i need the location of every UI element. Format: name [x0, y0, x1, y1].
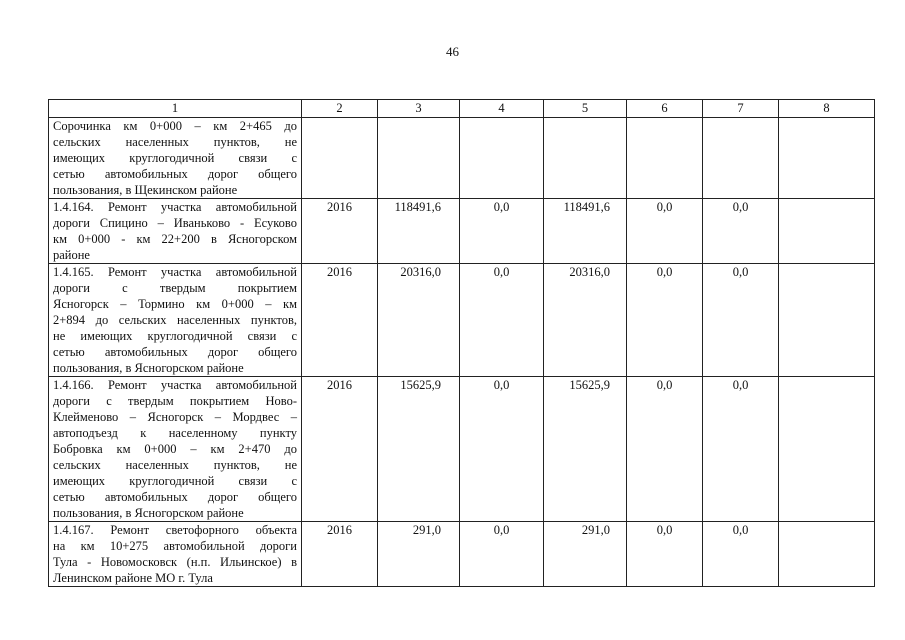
cell-col-6: [627, 118, 703, 199]
header-cell-7: 7: [703, 100, 779, 118]
table-row: [49, 118, 875, 199]
cell-col-3: 118491,6: [378, 199, 460, 264]
description-line: Ленинском районе МО г. Тула: [53, 571, 213, 585]
cell-col-4: 0,0: [460, 522, 544, 587]
cell-col-7: 0,0: [703, 199, 779, 264]
description-line: Ясногорск – Тормино км 0+000 – км: [53, 297, 297, 311]
cell-col-8: [779, 377, 875, 522]
cell-col-5: 20316,0: [544, 264, 627, 377]
description-line: сельских населенных пунктов, не: [53, 135, 297, 149]
cell-col-6: 0,0: [627, 264, 703, 377]
table-row: [49, 377, 875, 522]
table-row: [49, 264, 875, 377]
description-line: дороги с твердым покрытием Ново-: [53, 394, 297, 408]
table-row: [49, 522, 875, 587]
description-line: имеющих круглогодичной связи с: [53, 151, 297, 165]
cell-col-4: 0,0: [460, 199, 544, 264]
row-description: [49, 199, 302, 264]
description-line: 1.4.164. Ремонт участка автомобильной: [53, 200, 297, 214]
header-row: [49, 100, 875, 118]
cell-col-7: 0,0: [703, 522, 779, 587]
description-line: на км 10+275 автомобильной дороги: [53, 539, 297, 553]
header-cell-3: 3: [378, 100, 460, 118]
description-line: сетью автомобильных дорог общего: [53, 345, 297, 359]
description-line: 1.4.166. Ремонт участка автомобильной: [53, 378, 297, 392]
description-line: имеющих круглогодичной связи с: [53, 474, 297, 488]
description-line: пользования, в Щекинском районе: [53, 183, 238, 197]
row-description: [49, 377, 302, 522]
cell-col-3: [378, 118, 460, 199]
cell-col-5: [544, 118, 627, 199]
cell-col-2: 2016: [302, 377, 378, 522]
description-line: сетью автомобильных дорог общего: [53, 490, 297, 504]
cell-col-7: 0,0: [703, 264, 779, 377]
cell-col-7: 0,0: [703, 377, 779, 522]
cell-col-2: 2016: [302, 199, 378, 264]
header-cell-5: 5: [544, 100, 627, 118]
cell-col-6: 0,0: [627, 377, 703, 522]
description-line: Клейменово – Ясногорск – Мордвес –: [53, 410, 297, 424]
description-line: 1.4.165. Ремонт участка автомобильной: [53, 265, 297, 279]
description-line: км 0+000 - км 22+200 в Ясногорском: [53, 232, 297, 246]
description-line: дороги Спицино – Иваньково - Есуково: [53, 216, 297, 230]
description-line: сетью автомобильных дорог общего: [53, 167, 297, 181]
cell-col-4: 0,0: [460, 377, 544, 522]
description-line: пользования, в Ясногорском районе: [53, 506, 244, 520]
description-line: Бобровка км 0+000 – км 2+470 до: [53, 442, 297, 456]
description-line: не имеющих круглогодичной связи с: [53, 329, 297, 343]
row-description: [49, 522, 302, 587]
cell-col-4: 0,0: [460, 264, 544, 377]
cell-col-3: 291,0: [378, 522, 460, 587]
cell-col-2: [302, 118, 378, 199]
header-cell-2: 2: [302, 100, 378, 118]
cell-col-5: 15625,9: [544, 377, 627, 522]
description-line: Тула - Новомосковск (н.п. Ильинское) в: [53, 555, 297, 569]
cell-col-7: [703, 118, 779, 199]
cell-col-8: [779, 264, 875, 377]
page-number: 46: [446, 44, 459, 59]
header-cell-8: 8: [779, 100, 875, 118]
row-description: [49, 118, 302, 199]
description-line: районе: [53, 248, 90, 262]
cell-col-6: 0,0: [627, 199, 703, 264]
table-body: [49, 118, 875, 587]
cell-col-5: 291,0: [544, 522, 627, 587]
cell-col-8: [779, 118, 875, 199]
header-cell-1: 1: [49, 100, 302, 118]
header-cell-4: 4: [460, 100, 544, 118]
header-cell-6: 6: [627, 100, 703, 118]
cell-col-8: [779, 522, 875, 587]
description-line: сельских населенных пунктов, не: [53, 458, 297, 472]
description-line: пользования, в Ясногорском районе: [53, 361, 244, 375]
description-line: автоподъезд к населенному пункту: [53, 426, 297, 440]
cell-col-3: 15625,9: [378, 377, 460, 522]
description-line: дороги с твердым покрытием: [53, 281, 297, 295]
cell-col-4: [460, 118, 544, 199]
budget-table: [48, 99, 875, 587]
description-line: Сорочинка км 0+000 – км 2+465 до: [53, 119, 297, 133]
row-description: [49, 264, 302, 377]
cell-col-2: 2016: [302, 522, 378, 587]
description-line: 1.4.167. Ремонт светофорного объекта: [53, 523, 297, 537]
description-line: 2+894 до сельских населенных пунктов,: [53, 313, 297, 327]
cell-col-6: 0,0: [627, 522, 703, 587]
table-row: [49, 199, 875, 264]
cell-col-5: 118491,6: [544, 199, 627, 264]
cell-col-2: 2016: [302, 264, 378, 377]
cell-col-3: 20316,0: [378, 264, 460, 377]
cell-col-8: [779, 199, 875, 264]
